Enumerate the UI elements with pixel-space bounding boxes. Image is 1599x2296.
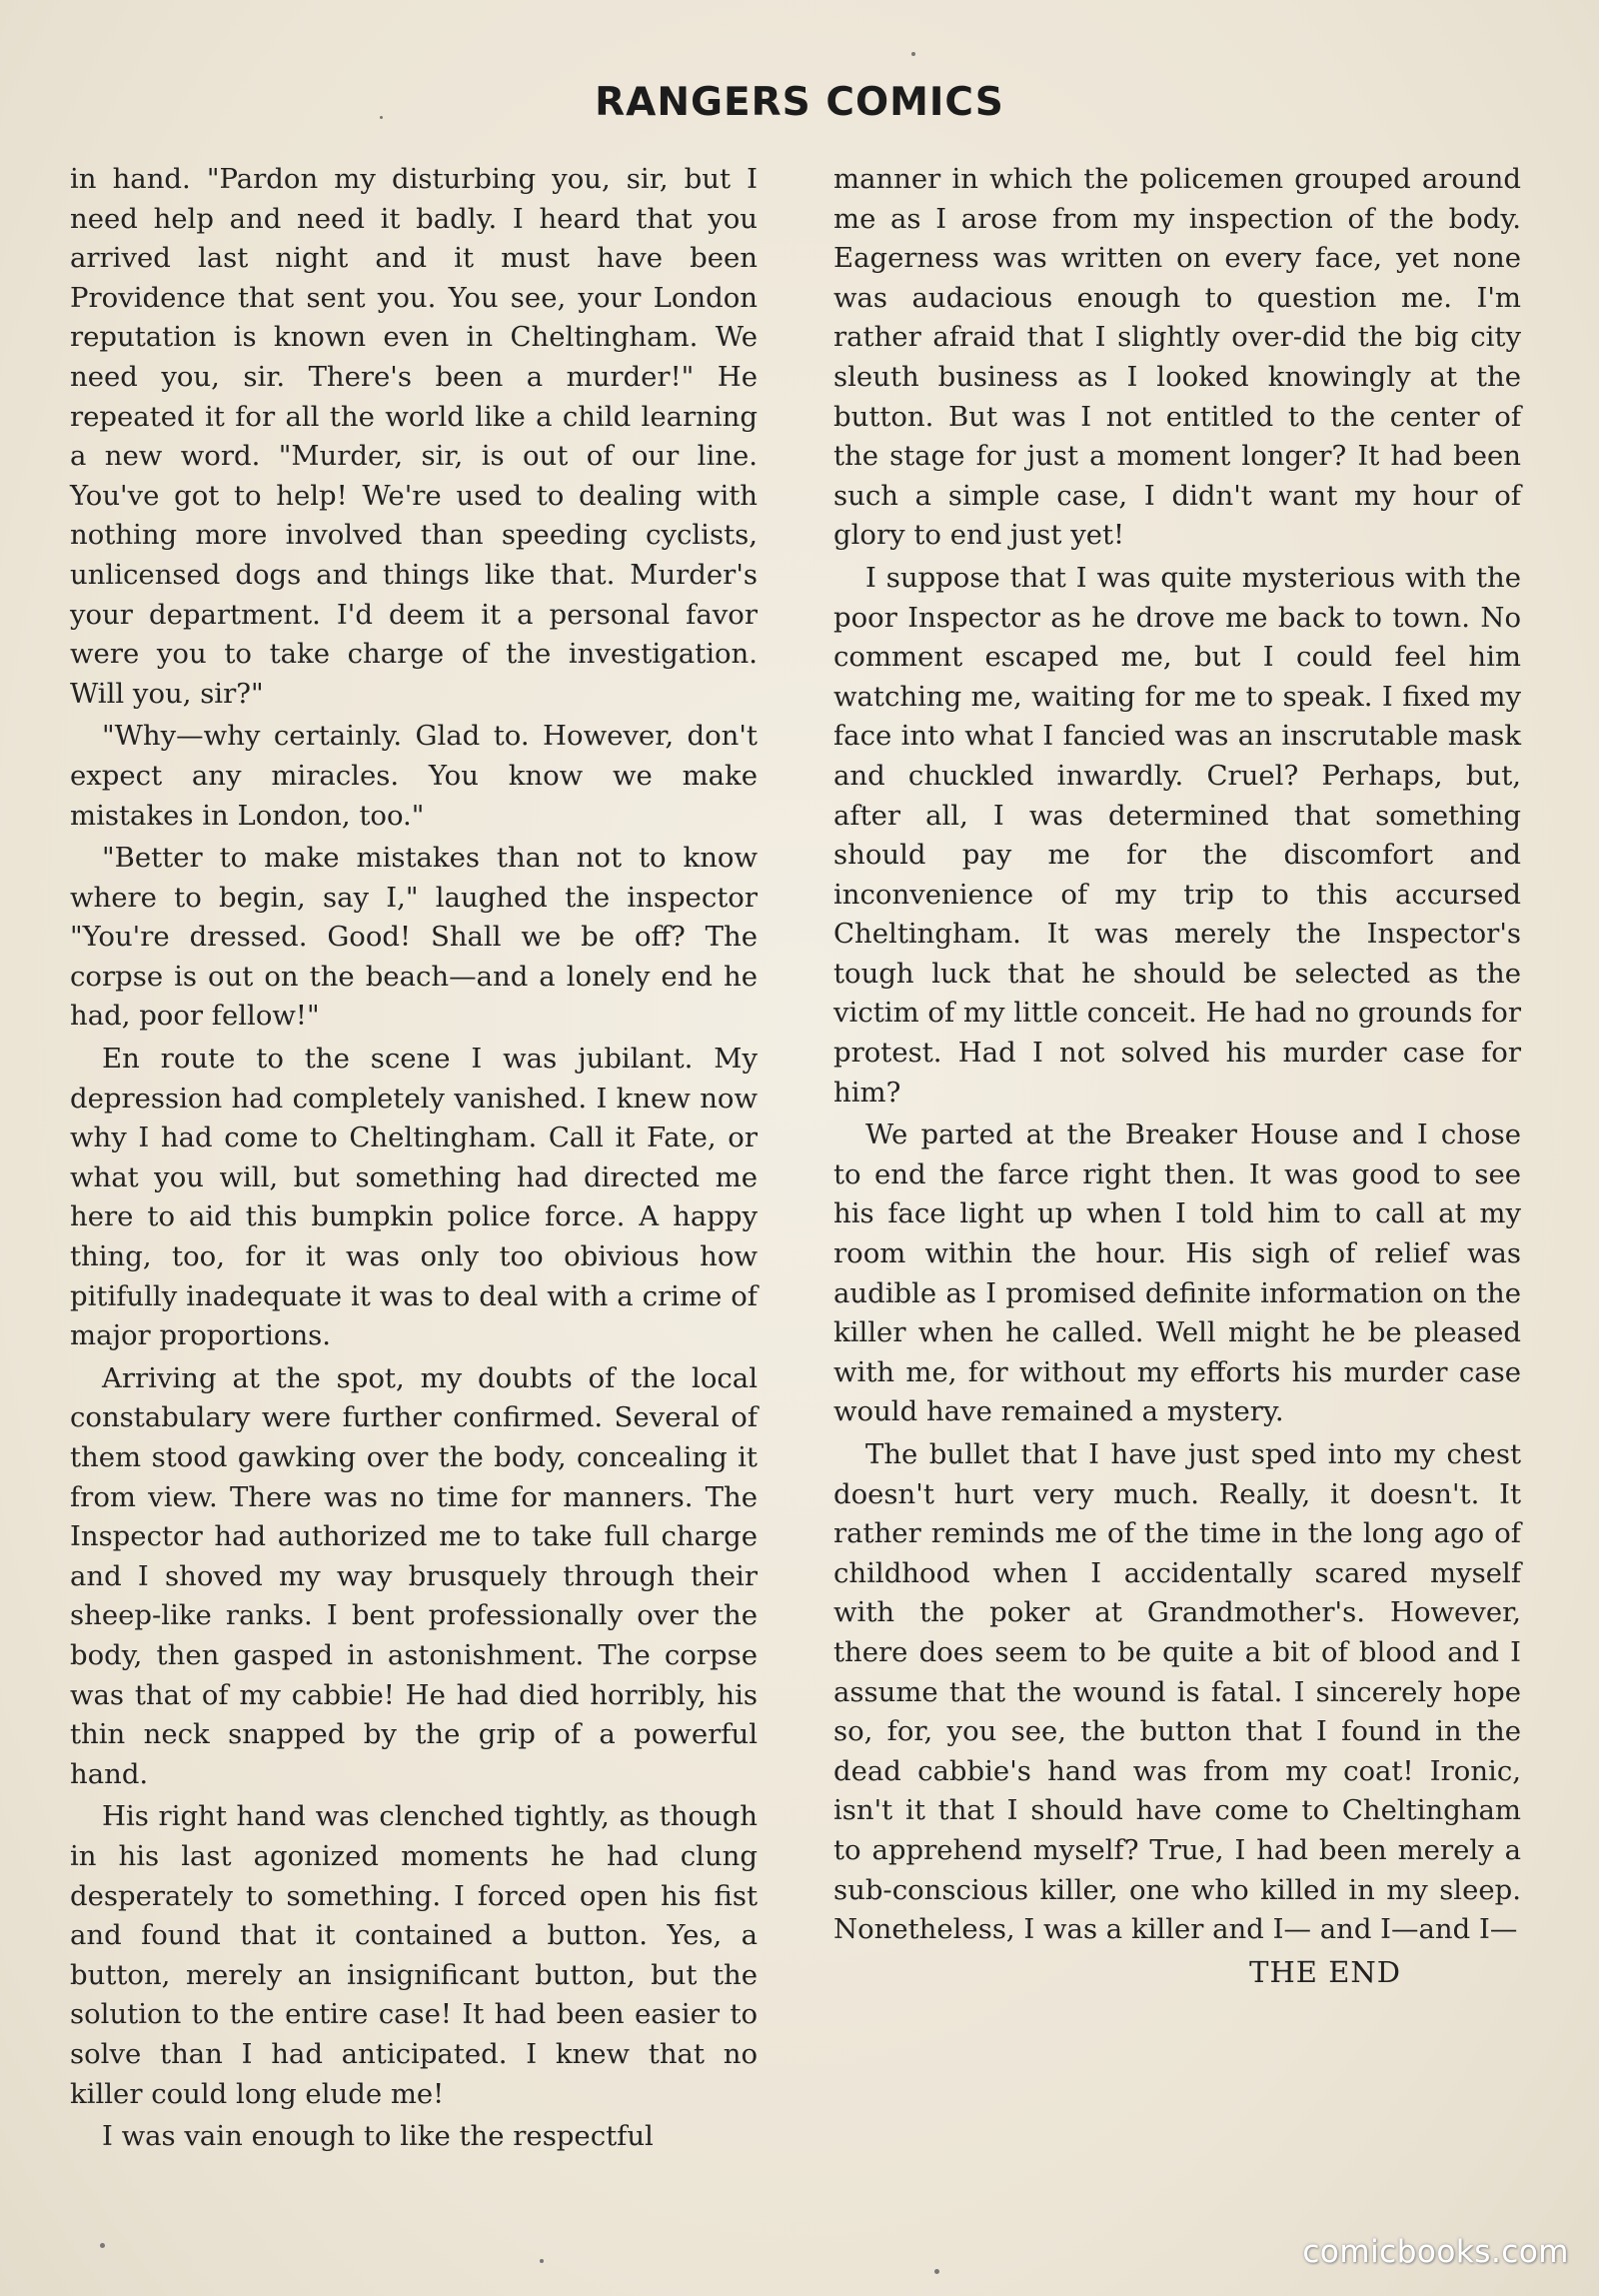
paragraph: manner in which the policemen grouped around me as I arose from my inspection of the body. Eagerness was written on every face, yet none was audacious enough to question me. I'm rather afraid that I slightly over-did the big city sleuth business as I looked knowingly at the button. But was I not entitled to the center of the stage for just a moment longer? It had been such a simple case, I didn't want my hour of glory to end just yet! bbox=[833, 163, 1521, 552]
paragraph: We parted at the Breaker House and I chose to end the farce right then. It was good to see his face light up when I told him to call at my room within the hour. His sigh of relief was audible as I promised definite information on the killer when he called. Well might he be pleased with me, for without my efforts his murder case would have remained a mystery. bbox=[833, 1119, 1521, 1428]
print-speck bbox=[540, 2259, 544, 2263]
paragraph: I suppose that I was quite mysterious with the poor Inspector as he drove me back to town. No comment escaped me, but I could feel him watching me, waiting for me to speak. I fixed my face into what I fancied was an inscrutable mask and chuckled inwardly. Cruel? Perhaps, but, after all, I was determined that something should pay me for the discomfort and inconvenience of my trip to this accursed Cheltingham. It was merely the Inspector's tough luck that he should be selected as the victim of my little conceit. He had no grounds for protest. Had I not solved his murder case for him? bbox=[833, 561, 1521, 1109]
print-speck bbox=[100, 2243, 105, 2248]
right-column bbox=[833, 160, 1521, 1992]
paragraph: I was vain enough to like the respectful bbox=[102, 2120, 654, 2153]
site-watermark: comicbooks.com bbox=[1302, 2234, 1569, 2270]
paragraph: En route to the scene I was jubilant. My depression had completely vanished. I knew now why I had come to Cheltingham. Call it Fate, or what you will, but something had directed me here to aid this bumpkin police force. A happy thing, too, for it was only too obivious how pitifully inadequate it was to deal with a crime of major proportions. bbox=[70, 1043, 758, 1352]
print-speck bbox=[380, 116, 383, 119]
paragraph: "Better to make mistakes than not to know where to begin, say I," laughed the inspector "You're dressed. Good! Shall we be off? The corpse is out on the beach—and a lonely end he had, poor fellow!" bbox=[70, 842, 758, 1033]
paragraph: The bullet that I have just sped into my chest doesn't hurt very much. Really, it doesn't. It rather reminds me of the time in the long ago of childhood when I accidentally scared myself with the poker at Grandmother's. However, there does seem to be quite a bit of blood and I assume that the wound is fatal. I sincerely hope so, for, you see, the button that I found in the dead cabbie's hand was from my coat! Ironic, isn't it that I should have come to Cheltingham to apprehend myself? True, I had been merely a sub-conscious killer, one who killed in my sleep. Nonetheless, I was a killer and I— and I—and I— bbox=[833, 1438, 1521, 1946]
left-column bbox=[70, 160, 758, 2160]
print-speck bbox=[934, 2269, 939, 2274]
paragraph: His right hand was clenched tightly, as though in his last agonized moments he had clung desperately to something. I forced open his fist and found that it contained a button. Yes, a button, merely an insignificant button, but the solution to the entire case! It had been easier to solve than I had anticipated. I knew that no killer could long elude me! bbox=[70, 1800, 758, 2110]
paragraph: "Why—why certainly. Glad to. However, don't expect any miracles. You know we make mistakes in London, too." bbox=[70, 720, 758, 832]
paragraph: Arriving at the spot, my doubts of the local constabulary were further confirmed. Several of them stood gawking over the body, concealing it from view. There was no time for manners. The Inspector had authorized me to take full charge and I shoved my way brusquely through their sheep-like ranks. I bent professionally over the body, then gasped in astonishment. The corpse was that of my cabbie! He had died horribly, his thin neck snapped by the grip of a powerful hand. bbox=[70, 1361, 758, 1790]
paragraph: in hand. "Pardon my disturbing you, sir, but I need help and need it badly. I heard that you arrived last night and it must have been Providence that sent you. You see, your London reputation is known even in Cheltingham. We need you, sir. There's been a murder!" He repeated it for all the world like a child learning a new word. "Murder, sir, is out of our line. You've got to help! We're used to dealing with nothing more involved than speeding cyclists, unlicensed dogs and things like that. Murder's your department. I'd deem it a personal favor were you to take charge of the investigation. Will you, sir?" bbox=[70, 163, 758, 710]
page-header: RANGERS COMICS bbox=[595, 80, 1004, 125]
print-speck bbox=[911, 52, 915, 56]
the-end-label: THE END bbox=[1249, 1954, 1401, 1989]
